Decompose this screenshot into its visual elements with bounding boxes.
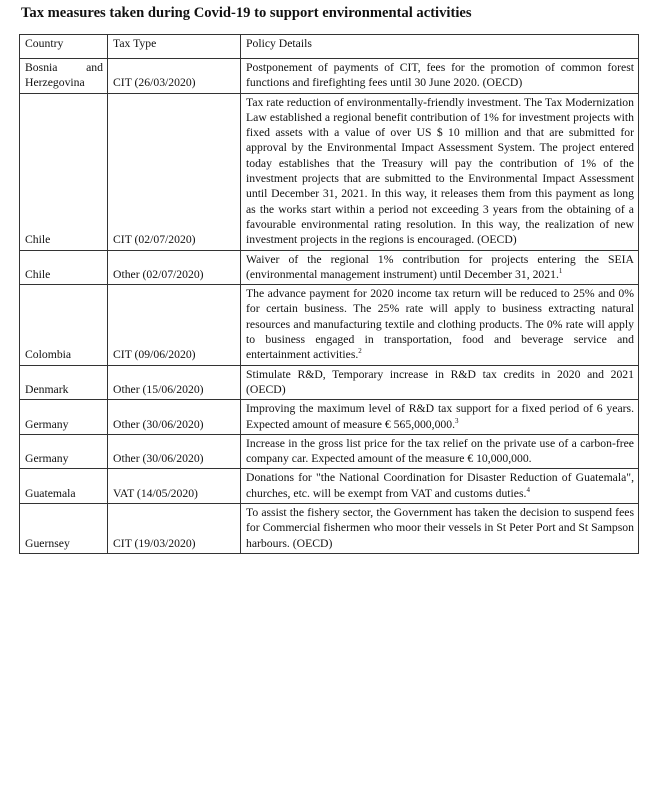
table-row bbox=[20, 285, 639, 365]
table-row bbox=[20, 250, 639, 285]
tax-type-cell: CIT (02/07/2020) bbox=[108, 93, 241, 250]
policy-details-cell bbox=[241, 285, 639, 365]
policy-text: The advance payment for 2020 income tax return will be reduced to 25% and 0% for certain business. The 25% rate will apply to business extracting natural resources and manufacturing textile and clothing products. The 0% rate will apply to business engaged in transportation, food and beverage service and entertainment activities. bbox=[246, 287, 634, 362]
tax-type-cell: VAT (14/05/2020) bbox=[108, 469, 241, 504]
tax-type-cell: Other (02/07/2020) bbox=[108, 250, 241, 285]
table-row bbox=[20, 469, 639, 504]
header-policy-details: Policy Details bbox=[241, 35, 639, 59]
policy-details-cell bbox=[241, 469, 639, 504]
tax-type-cell: CIT (19/03/2020) bbox=[108, 504, 241, 554]
policy-details-cell bbox=[241, 365, 639, 400]
country-cell: Germany bbox=[20, 434, 108, 469]
country-cell: Denmark bbox=[20, 365, 108, 400]
page-title: Tax measures taken during Covid-19 to support environmental activities bbox=[21, 5, 472, 21]
header-tax-type: Tax Type bbox=[108, 35, 241, 59]
country-cell: Guernsey bbox=[20, 504, 108, 554]
table-row bbox=[20, 400, 639, 435]
policy-details-cell bbox=[241, 434, 639, 469]
policy-text: To assist the fishery sector, the Government has taken the decision to suspend fees for Commercial fishermen who moor their vessels in St Peter Port and St Sampson harbours. (OECD) bbox=[246, 506, 634, 550]
tax-type-cell: CIT (09/06/2020) bbox=[108, 285, 241, 365]
footnote-marker: 4 bbox=[526, 485, 530, 494]
policy-text: Donations for "the National Coordination for Disaster Reduction of Guatemala", churches, etc. will be exempt from VAT and customs duties. bbox=[246, 471, 634, 500]
country-cell: Chile bbox=[20, 93, 108, 250]
policy-details-cell bbox=[241, 59, 639, 94]
tax-type-cell: Other (30/06/2020) bbox=[108, 434, 241, 469]
tax-type-cell: Other (15/06/2020) bbox=[108, 365, 241, 400]
footnote-marker: 1 bbox=[558, 266, 563, 275]
table-row bbox=[20, 59, 639, 94]
table-header-row bbox=[20, 35, 639, 59]
policy-text: Waiver of the regional 1% contribution for projects entering the SEIA (environmental management instrument) until December 31, 2021. bbox=[246, 252, 634, 281]
table-row bbox=[20, 434, 639, 469]
country-cell: Colombia bbox=[20, 285, 108, 365]
policy-text: Increase in the gross list price for the tax relief on the private use of a carbon-free company car. Expected amount of the measure € 10,000,000. bbox=[246, 436, 634, 466]
table-row bbox=[20, 504, 639, 554]
policy-details-cell bbox=[241, 250, 639, 285]
policy-text: Postponement of payments of CIT, fees for the promotion of common forest functions and firefighting fees until 30 June 2020. (OECD) bbox=[246, 61, 634, 90]
table-row bbox=[20, 93, 639, 250]
country-cell: Bosnia and Herzegovina bbox=[20, 59, 108, 94]
policy-text: Stimulate R&D, Temporary increase in R&D tax credits in 2020 and 2021 (OECD) bbox=[246, 367, 634, 396]
tax-type-cell: Other (30/06/2020) bbox=[108, 400, 241, 435]
policy-details-cell bbox=[241, 93, 639, 250]
policy-text: Tax rate reduction of environmentally-friendly investment. The Tax Modernization Law established a regional benefit contribution of 1% for investment projects with fixed assets with a value of over US $ 10 million and that are submitted for approval by the Environmental Impact Assessment System. The project entered today establishes that the Treasury will pay the contribution of 1% of the investment projects that are submitted to the Environmental Impact Assessment until December 31, 2021. In this way, it releases them from this payment as long as the works start within a period not exceeding 3 years from the obtaining of a favourable environmental rating resolution. In this way, the realization of new investment projects in the regions is encouraged. (OECD) bbox=[246, 95, 634, 247]
country-cell: Guatemala bbox=[20, 469, 108, 504]
footnote-marker: 3 bbox=[455, 416, 459, 425]
footnote-marker: 2 bbox=[358, 347, 362, 356]
country-cell: Germany bbox=[20, 400, 108, 435]
table-row bbox=[20, 365, 639, 400]
tax-type-cell: CIT (26/03/2020) bbox=[108, 59, 241, 94]
country-cell: Chile bbox=[20, 250, 108, 285]
tax-measures-table bbox=[19, 34, 639, 554]
header-country: Country bbox=[20, 35, 108, 59]
policy-details-cell bbox=[241, 400, 639, 435]
policy-text: Improving the maximum level of R&D tax support for a fixed period of 6 years. Expected amount of measure € 565,000,000. bbox=[246, 402, 634, 431]
policy-details-cell bbox=[241, 504, 639, 554]
